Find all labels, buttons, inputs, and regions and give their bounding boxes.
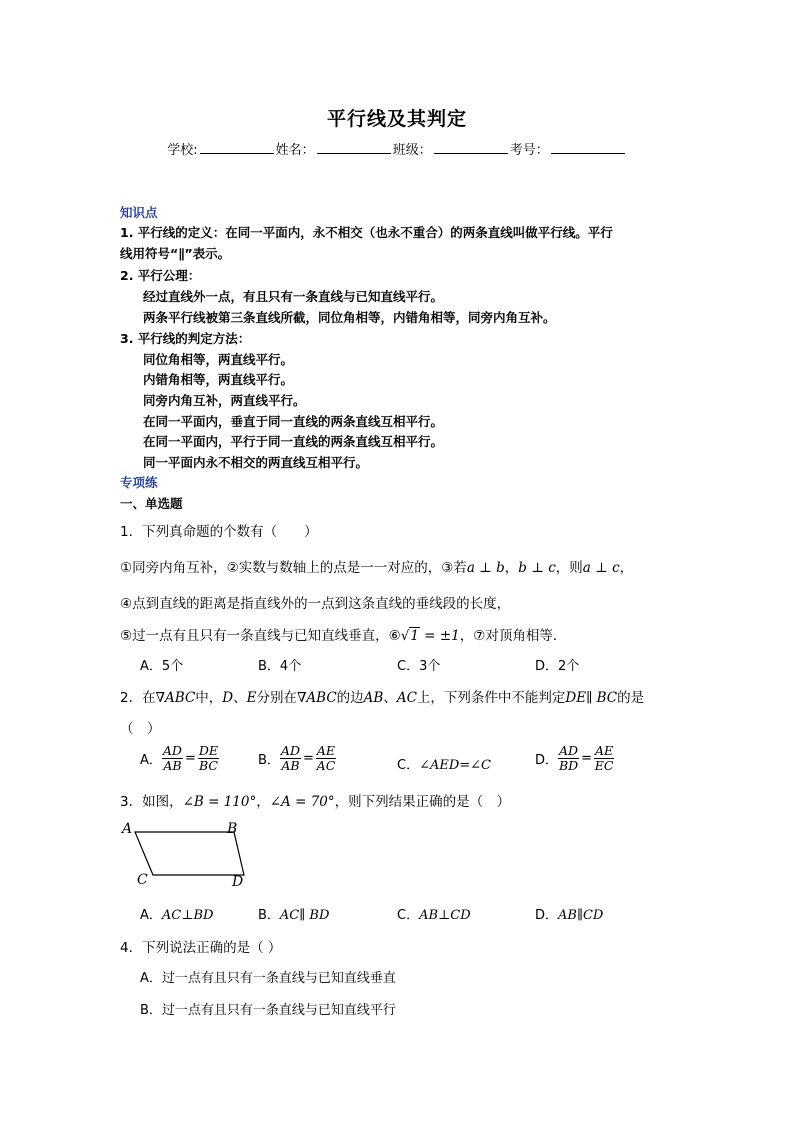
q2-text: 上，下列条件中不能判定 (416, 690, 566, 706)
q3-text: ， (256, 794, 270, 810)
q1-option-d[interactable]: D．2个 (535, 659, 580, 674)
school-label: 学校: (167, 143, 198, 158)
page-title: 平行线及其判定 (326, 108, 467, 130)
knowledge-point-3b: 内错角相等，两直线平行。 (143, 372, 294, 387)
parallelogram-figure (118, 818, 258, 894)
option-math: ∠AED=∠C (419, 758, 492, 773)
option-math: AB∥CD (558, 908, 604, 923)
knowledge-point-3d: 在同一平面内，垂直于同一直线的两条直线互相平行。 (143, 414, 444, 429)
option-math: AB⊥CD (419, 908, 471, 923)
section-heading: 一、单选题 (120, 496, 183, 511)
q3-option-d[interactable] (535, 904, 603, 923)
q2-math: AC (396, 690, 417, 706)
equals-sign: = (581, 751, 592, 766)
vertex-label-b: B (227, 821, 238, 837)
knowledge-point-2a: 经过直线外一点，有且只有一条直线与已知直线平行。 (143, 289, 444, 304)
q4-option-b[interactable]: B．过一点有且只有一条直线与已知直线平行 (140, 1003, 396, 1018)
knowledge-point-3c: 同旁内角互补，两直线平行。 (143, 393, 306, 408)
vertex-label-a: A (122, 821, 133, 837)
equals-sign: = (184, 751, 196, 766)
q2-text: 、 (233, 690, 247, 706)
q3-option-a[interactable] (140, 904, 213, 923)
knowledge-point-2b: 两条平行线被第三条直线所截，同位角相等，内错角相等，同旁内角互补。 (143, 310, 556, 325)
q3-text: ，则下列结果正确的是（ ） (334, 794, 511, 810)
q1-text: ， (619, 560, 634, 576)
sqrt-radicand: 1 (410, 628, 419, 644)
q1-option-a[interactable]: A．5个 (140, 659, 184, 674)
exam-number-blank[interactable] (551, 141, 625, 154)
vertex-label-c: C (137, 872, 148, 888)
parallelogram-shape (135, 832, 244, 875)
fraction: $\frac{DE}{BC}$ (198, 743, 219, 773)
name-label: 姓名： (275, 143, 315, 158)
option-math: AC⊥BD (161, 908, 214, 923)
q1-text: ⑤过一点有且只有一条直线与已知直线垂直，⑥ (120, 628, 401, 644)
student-info-line (0, 139, 794, 158)
q3-option-c[interactable] (397, 904, 471, 923)
knowledge-point-3a: 同位角相等，两直线平行。 (143, 352, 294, 367)
q2-math: AB (363, 690, 384, 706)
question-2-stem (120, 686, 644, 706)
fraction: $\frac{AE}{AC}$ (316, 743, 336, 773)
q1-option-b[interactable]: B．4个 (258, 659, 302, 674)
question-1-line-3: ⑤过一点有且只有一条直线与已知直线垂直，⑥√1 = ±1，⑦对顶角相等． (120, 628, 567, 644)
q3-math: ∠B = 110° (182, 794, 257, 810)
option-letter: A． (140, 753, 162, 768)
q1-math: b ⊥ c (518, 560, 556, 576)
knowledge-point-3e: 在同一平面内，平行于同一直线的两条直线互相平行。 (143, 434, 444, 449)
question-2-paren: （ ） (120, 721, 161, 737)
exam-number-label: 考号： (509, 143, 549, 158)
option-letter: C． (397, 758, 420, 773)
knowledge-point-2: 2. 平行公理： (120, 268, 201, 283)
q2-text: 分别在 (256, 690, 297, 706)
name-blank[interactable] (317, 141, 391, 154)
equals-sign: = (302, 751, 314, 766)
knowledge-point-1a: 1. 平行线的定义：在同一平面内，永不相交（也永不重合）的两条直线叫做平行线。平行 (120, 225, 613, 240)
class-blank[interactable] (434, 141, 508, 154)
q2-option-a[interactable] (140, 744, 219, 773)
q2-math: E (246, 690, 257, 706)
q2-text: 的是 (617, 690, 645, 706)
question-1-stem: 1．下列真命题的个数有（ ） (120, 524, 318, 540)
q4-option-a[interactable]: A．过一点有且只有一条直线与已知直线垂直 (140, 971, 396, 986)
q3-option-b[interactable] (258, 904, 329, 923)
option-letter: D． (535, 753, 559, 768)
q3-math: ∠A = 70° (269, 794, 335, 810)
fraction: $\frac{AD}{AB}$ (280, 743, 300, 773)
q2-math: ∇ABC (155, 690, 196, 706)
q2-math: D (222, 690, 234, 706)
option-math: AC∥ BD (279, 908, 330, 923)
practice-heading: 专项练 (120, 475, 158, 490)
knowledge-heading: 知识点 (120, 205, 158, 220)
knowledge-point-1b: 线用符号“∥”表示。 (120, 246, 231, 261)
q1-text: ，⑦对顶角相等． (459, 628, 567, 644)
question-1-line-2: ④点到直线的距离是指直线外的一点到这条直线的垂线段的长度， (120, 596, 511, 612)
q1-text: ，则 (555, 560, 583, 576)
vertex-label-d: D (232, 874, 244, 890)
q1-math: a ⊥ b (466, 560, 505, 576)
question-4-stem: 4．下列说法正确的是（ ） (120, 940, 282, 956)
q2-math: DE∥ BC (565, 690, 618, 706)
option-letter: B． (258, 753, 280, 768)
q2-math: ∇ABC (296, 690, 337, 706)
q1-text: ①同旁内角互补，②实数与数轴上的点是一一对应的，③若 (120, 560, 467, 576)
q2-option-b[interactable] (258, 744, 336, 773)
q1-text: ， (504, 560, 519, 576)
question-3-stem (120, 790, 510, 810)
fraction: $\frac{AD}{AB}$ (162, 743, 182, 773)
fraction: $\frac{AE}{EC}$ (594, 743, 614, 773)
class-label: 班级： (392, 143, 432, 158)
option-letter: C． (397, 908, 420, 923)
fraction: $\frac{AD}{BD}$ (558, 743, 579, 773)
option-letter: D． (535, 908, 559, 923)
q2-text: 中， (195, 690, 223, 706)
option-letter: B． (258, 908, 280, 923)
option-letter: A． (140, 908, 162, 923)
q1-math: = ±1 (419, 628, 460, 644)
q2-option-d[interactable] (535, 744, 614, 773)
knowledge-point-3: 3. 平行线的判定方法： (120, 331, 251, 346)
q2-text: 的边 (336, 690, 364, 706)
q1-math: a ⊥ c (582, 560, 620, 576)
q2-text: 、 (383, 690, 397, 706)
q2-option-c[interactable] (397, 754, 491, 773)
q3-text: 3．如图， (120, 794, 183, 810)
q1-option-c[interactable]: C．3个 (397, 659, 441, 674)
knowledge-point-3f: 同一平面内永不相交的两直线互相平行。 (143, 455, 369, 470)
question-1-line-1 (120, 556, 633, 576)
q2-text: 2．在 (120, 690, 156, 706)
school-blank[interactable] (200, 141, 274, 154)
